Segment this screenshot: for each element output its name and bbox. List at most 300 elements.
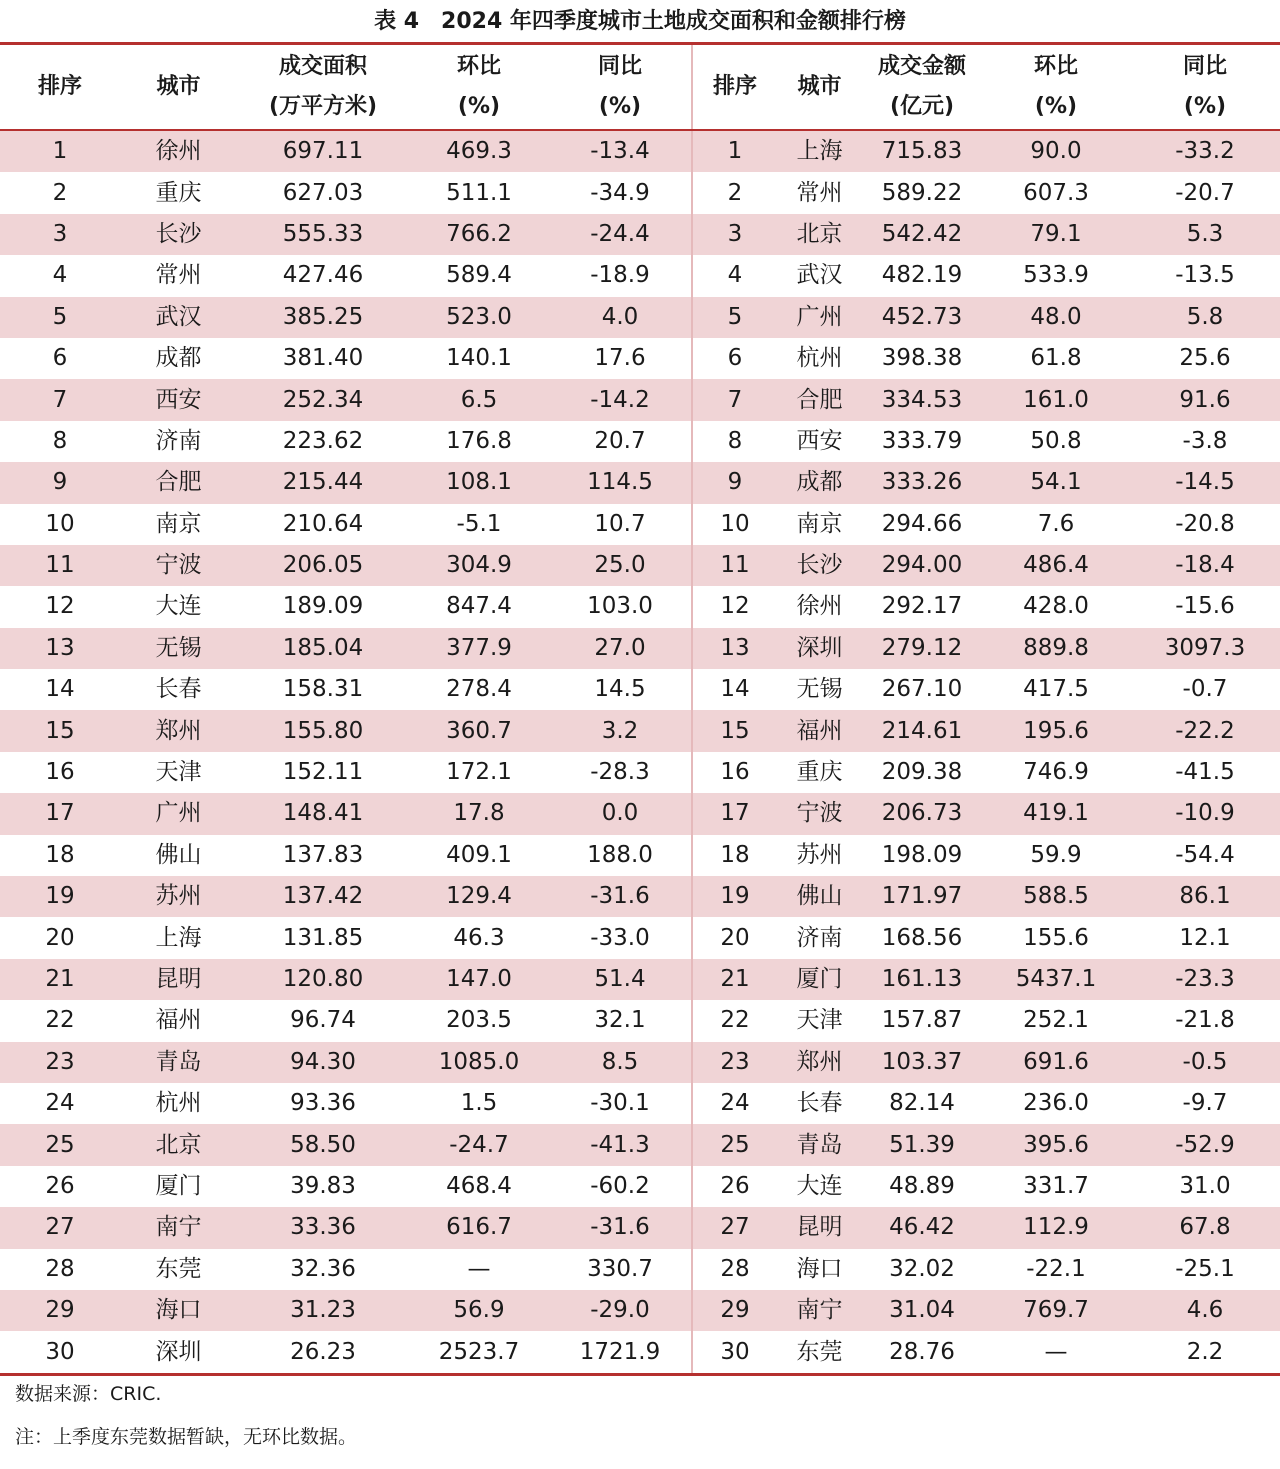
- area-cell: 131.85: [282, 924, 364, 951]
- amount-cell: 206.73: [862, 793, 982, 834]
- source-note: 数据来源：CRIC.: [15, 1383, 162, 1405]
- mom-cell: 331.7: [1023, 1172, 1089, 1199]
- area-cell: 215.44: [237, 462, 409, 503]
- amount-cell: 28.76: [862, 1331, 982, 1374]
- yoy-cell: 91.6: [1130, 379, 1280, 420]
- rank-cell: 29: [692, 1290, 777, 1331]
- yoy-cell: -25.1: [1175, 1255, 1235, 1282]
- city-cell: 徐州: [796, 593, 843, 620]
- area-cell: 223.62: [282, 427, 364, 454]
- city-cell: 深圳: [777, 628, 862, 669]
- mom-cell: 90.0: [982, 130, 1130, 172]
- amount-cell: 51.39: [862, 1124, 982, 1165]
- amount-cell: 32.02: [889, 1255, 955, 1282]
- area-cell: 185.04: [237, 628, 409, 669]
- city-cell: 福州: [155, 1007, 202, 1034]
- rank-cell: 18: [45, 841, 75, 868]
- yoy-cell: 188.0: [549, 835, 692, 876]
- mom-cell: 155.6: [1023, 924, 1089, 951]
- city-cell: 青岛: [777, 1124, 862, 1165]
- rank-cell: 16: [720, 759, 750, 786]
- header-mom-right-label: 环比: [1033, 54, 1078, 79]
- rank-cell: 5: [0, 297, 120, 338]
- rank-cell: 27: [692, 1207, 777, 1248]
- header-yoy-right: [1130, 45, 1280, 130]
- rank-cell: 28: [720, 1255, 750, 1282]
- city-cell: 东莞: [155, 1255, 202, 1282]
- city-cell: 上海: [777, 130, 862, 172]
- mom-cell: 2523.7: [409, 1331, 549, 1374]
- yoy-cell: -24.4: [549, 214, 692, 255]
- table-row: [0, 669, 1280, 710]
- table-title: 表 4 2024 年四季度城市土地成交面积和金额排行榜: [374, 9, 906, 34]
- rank-cell: 25: [692, 1124, 777, 1165]
- rank-cell: 23: [0, 1042, 120, 1083]
- city-cell: 南宁: [120, 1207, 237, 1248]
- table-row: [0, 1331, 1280, 1374]
- amount-cell: 542.42: [862, 214, 982, 255]
- city-cell: 厦门: [777, 959, 862, 1000]
- yoy-cell: -31.6: [549, 1207, 692, 1248]
- yoy-cell: 4.6: [1130, 1290, 1280, 1331]
- city-cell: 合肥: [777, 379, 862, 420]
- rank-cell: 20: [720, 924, 750, 951]
- mom-cell: 61.8: [1030, 345, 1082, 372]
- yoy-cell: 17.6: [549, 338, 692, 379]
- yoy-cell: -10.9: [1130, 793, 1280, 834]
- yoy-cell: 8.5: [549, 1042, 692, 1083]
- mom-cell: 588.5: [982, 876, 1130, 917]
- mom-cell: 469.3: [409, 130, 549, 172]
- area-cell: 381.40: [282, 345, 364, 372]
- mom-cell: 278.4: [446, 676, 512, 703]
- yoy-cell: -0.7: [1182, 676, 1228, 703]
- yoy-cell: -28.3: [549, 752, 692, 793]
- rank-cell: 19: [0, 876, 120, 917]
- header-mom-left: [409, 45, 549, 130]
- rank-cell: 6: [52, 345, 68, 372]
- table-row: [0, 876, 1280, 917]
- yoy-cell: 330.7: [549, 1249, 692, 1290]
- mom-cell: 589.4: [446, 262, 512, 289]
- area-cell: 148.41: [237, 793, 409, 834]
- rank-cell: 26: [720, 1172, 750, 1199]
- city-cell: 南京: [796, 510, 843, 537]
- city-cell: 海口: [796, 1255, 843, 1282]
- mom-cell: 176.8: [446, 427, 512, 454]
- city-cell: 青岛: [120, 1042, 237, 1083]
- table-row: [0, 545, 1280, 586]
- area-cell: 93.36: [290, 1090, 356, 1117]
- amount-cell: 157.87: [881, 1007, 963, 1034]
- yoy-cell: -60.2: [549, 1166, 692, 1207]
- table-row: [0, 628, 1280, 669]
- amount-cell: 452.73: [862, 297, 982, 338]
- city-cell: 常州: [796, 179, 843, 206]
- header-rank-left: 排序: [0, 45, 120, 130]
- table-row: [0, 130, 1280, 172]
- table-row: [0, 504, 1280, 545]
- mom-cell: 523.0: [409, 297, 549, 338]
- city-cell: 济南: [155, 427, 202, 454]
- city-cell: 南宁: [777, 1290, 862, 1331]
- area-cell: 137.42: [237, 876, 409, 917]
- yoy-cell: 32.1: [549, 1000, 692, 1041]
- city-cell: 西安: [796, 427, 843, 454]
- city-cell: 广州: [777, 297, 862, 338]
- amount-cell: 214.61: [862, 710, 982, 751]
- mom-cell: 304.9: [409, 545, 549, 586]
- city-cell: 福州: [777, 710, 862, 751]
- mom-cell: 79.1: [982, 214, 1130, 255]
- table-body: [0, 130, 1280, 1374]
- city-cell: 苏州: [796, 841, 843, 868]
- table-row: [0, 1249, 1280, 1290]
- mom-cell: 533.9: [1023, 262, 1089, 289]
- yoy-cell: -34.9: [549, 172, 692, 213]
- area-cell: 26.23: [237, 1331, 409, 1374]
- yoy-cell: 20.7: [549, 421, 692, 462]
- city-cell: 大连: [796, 1172, 843, 1199]
- header-area-label: 成交面积: [278, 54, 367, 79]
- yoy-cell: -0.5: [1130, 1042, 1280, 1083]
- city-cell: 长春: [155, 676, 202, 703]
- amount-cell: 46.42: [862, 1207, 982, 1248]
- rank-cell: 9: [692, 462, 777, 503]
- rank-cell: 10: [720, 510, 750, 537]
- yoy-cell: 12.1: [1179, 924, 1231, 951]
- yoy-cell: 10.7: [549, 504, 692, 545]
- area-cell: 189.09: [282, 593, 364, 620]
- area-cell: 206.05: [237, 545, 409, 586]
- rank-cell: 29: [0, 1290, 120, 1331]
- rank-cell: 15: [692, 710, 777, 751]
- rank-cell: 16: [45, 759, 75, 786]
- city-cell: 重庆: [155, 179, 202, 206]
- yoy-cell: -20.7: [1175, 179, 1235, 206]
- city-cell: 深圳: [120, 1331, 237, 1374]
- yoy-cell: 14.5: [549, 669, 692, 710]
- amount-cell: 209.38: [881, 759, 963, 786]
- mom-cell: 360.7: [409, 710, 549, 751]
- rank-cell: 17: [0, 793, 120, 834]
- rank-cell: 14: [720, 676, 750, 703]
- area-cell: 32.36: [290, 1255, 356, 1282]
- header-yoy-left: [549, 45, 692, 130]
- area-cell: 158.31: [282, 676, 364, 703]
- table-row: [0, 1207, 1280, 1248]
- amount-cell: 161.13: [862, 959, 982, 1000]
- table-row: [0, 379, 1280, 420]
- rank-cell: 12: [45, 593, 75, 620]
- mom-cell: 46.3: [453, 924, 505, 951]
- city-cell: 武汉: [120, 297, 237, 338]
- yoy-cell: -23.3: [1130, 959, 1280, 1000]
- city-cell: 武汉: [796, 262, 843, 289]
- yoy-cell: -41.3: [549, 1124, 692, 1165]
- mom-cell: 766.2: [409, 214, 549, 255]
- rank-cell: 3: [0, 214, 120, 255]
- yoy-cell: -9.7: [1182, 1090, 1228, 1117]
- amount-cell: 398.38: [881, 345, 963, 372]
- area-cell: 152.11: [282, 759, 364, 786]
- mom-cell: 236.0: [1023, 1090, 1089, 1117]
- yoy-cell: -21.8: [1175, 1007, 1235, 1034]
- header-area-unit: (万平方米): [268, 94, 378, 119]
- mom-cell: 6.5: [409, 379, 549, 420]
- yoy-cell: -3.8: [1182, 427, 1228, 454]
- table-row: [0, 214, 1280, 255]
- yoy-cell: -41.5: [1175, 759, 1235, 786]
- header-yoy-right-label: 同比: [1182, 54, 1227, 79]
- city-cell: 北京: [777, 214, 862, 255]
- mom-cell: 511.1: [446, 179, 512, 206]
- city-cell: 郑州: [777, 1042, 862, 1083]
- city-cell: 海口: [120, 1290, 237, 1331]
- rank-cell: 24: [720, 1090, 750, 1117]
- yoy-cell: -14.2: [549, 379, 692, 420]
- mom-cell: 108.1: [409, 462, 549, 503]
- amount-cell: 333.79: [881, 427, 963, 454]
- area-cell: 627.03: [282, 179, 364, 206]
- city-cell: 合肥: [120, 462, 237, 503]
- mom-cell: 417.5: [1023, 676, 1089, 703]
- city-cell: 昆明: [120, 959, 237, 1000]
- mom-cell: 409.1: [446, 841, 512, 868]
- city-cell: 苏州: [120, 876, 237, 917]
- mom-cell: 607.3: [1023, 179, 1089, 206]
- rank-cell: 4: [727, 262, 743, 289]
- city-cell: 重庆: [796, 759, 843, 786]
- mom-cell: 468.4: [446, 1172, 512, 1199]
- table-row: [0, 917, 1280, 958]
- city-cell: 天津: [796, 1007, 843, 1034]
- city-cell: 长沙: [777, 545, 862, 586]
- amount-cell: 48.89: [889, 1172, 955, 1199]
- area-cell: 31.23: [237, 1290, 409, 1331]
- rank-cell: 19: [692, 876, 777, 917]
- amount-cell: 482.19: [881, 262, 963, 289]
- mom-cell: 140.1: [446, 345, 512, 372]
- mom-cell: 691.6: [982, 1042, 1130, 1083]
- mom-cell: 5437.1: [982, 959, 1130, 1000]
- yoy-cell: 27.0: [549, 628, 692, 669]
- rank-cell: 12: [720, 593, 750, 620]
- header-yoy-left-unit: (%): [598, 94, 642, 119]
- area-cell: 210.64: [282, 510, 364, 537]
- yoy-cell: 2.2: [1130, 1331, 1280, 1374]
- rank-cell: 1: [0, 130, 120, 172]
- yoy-cell: 0.0: [549, 793, 692, 834]
- yoy-cell: -18.4: [1130, 545, 1280, 586]
- header-mom-right: [982, 45, 1130, 130]
- yoy-cell: 4.0: [549, 297, 692, 338]
- city-cell: 天津: [155, 759, 202, 786]
- amount-cell: 31.04: [862, 1290, 982, 1331]
- rank-cell: 18: [720, 841, 750, 868]
- mom-cell: 17.8: [409, 793, 549, 834]
- header-mom-left-label: 环比: [456, 54, 501, 79]
- header-yoy-right-unit: (%): [1183, 94, 1227, 119]
- area-cell: 137.83: [282, 841, 364, 868]
- area-cell: 33.36: [237, 1207, 409, 1248]
- yoy-cell: 25.6: [1179, 345, 1231, 372]
- rank-cell: 26: [45, 1172, 75, 1199]
- mom-cell: 203.5: [446, 1007, 512, 1034]
- amount-cell: 294.66: [881, 510, 963, 537]
- mom-cell: 616.7: [409, 1207, 549, 1248]
- area-cell: 252.34: [237, 379, 409, 420]
- area-cell: 58.50: [237, 1124, 409, 1165]
- amount-cell: 103.37: [862, 1042, 982, 1083]
- area-cell: 39.83: [290, 1172, 356, 1199]
- yoy-cell: -22.2: [1130, 710, 1280, 751]
- yoy-cell: -20.8: [1175, 510, 1235, 537]
- yoy-cell: 103.0: [549, 586, 692, 627]
- city-cell: 北京: [120, 1124, 237, 1165]
- amount-cell: 292.17: [881, 593, 963, 620]
- header-amount-label: 成交金额: [877, 54, 966, 79]
- amount-cell: 267.10: [881, 676, 963, 703]
- rank-cell: 14: [45, 676, 75, 703]
- city-cell: 宁波: [777, 793, 862, 834]
- header-city-left: 城市: [120, 45, 237, 130]
- rank-cell: 7: [692, 379, 777, 420]
- yoy-cell: -54.4: [1175, 841, 1235, 868]
- area-cell: 94.30: [237, 1042, 409, 1083]
- amount-cell: 279.12: [862, 628, 982, 669]
- header-mom-left-unit: (%): [457, 94, 501, 119]
- header-row: [0, 45, 1280, 130]
- rank-cell: 5: [692, 297, 777, 338]
- area-cell: 555.33: [237, 214, 409, 255]
- mom-cell: 129.4: [409, 876, 549, 917]
- area-cell: 120.80: [237, 959, 409, 1000]
- table-row: [0, 1124, 1280, 1165]
- area-cell: 155.80: [237, 710, 409, 751]
- yoy-cell: 5.8: [1130, 297, 1280, 338]
- header-amount-unit: (亿元): [889, 94, 955, 119]
- rank-cell: 3: [692, 214, 777, 255]
- mom-cell: 746.9: [1023, 759, 1089, 786]
- city-cell: 佛山: [155, 841, 202, 868]
- mom-cell: 50.8: [1030, 427, 1082, 454]
- yoy-cell: 3.2: [549, 710, 692, 751]
- table-row: [0, 1290, 1280, 1331]
- mom-cell: 112.9: [982, 1207, 1130, 1248]
- table-row: [0, 421, 1280, 462]
- amount-cell: 589.22: [881, 179, 963, 206]
- rank-cell: 2: [52, 179, 68, 206]
- mom-cell: 419.1: [982, 793, 1130, 834]
- city-cell: 佛山: [777, 876, 862, 917]
- rank-cell: 22: [45, 1007, 75, 1034]
- rank-cell: 10: [45, 510, 75, 537]
- city-cell: 徐州: [120, 130, 237, 172]
- mom-cell: 161.0: [982, 379, 1130, 420]
- yoy-cell: 114.5: [549, 462, 692, 503]
- amount-cell: 334.53: [862, 379, 982, 420]
- yoy-cell: 86.1: [1130, 876, 1280, 917]
- yoy-cell: 25.0: [549, 545, 692, 586]
- rank-cell: 6: [727, 345, 743, 372]
- table-row: [0, 1042, 1280, 1083]
- rank-cell: 15: [0, 710, 120, 751]
- table-row: [0, 1000, 1280, 1041]
- ranking-table: [0, 45, 1280, 1376]
- mom-cell: 48.0: [982, 297, 1130, 338]
- table-row: [0, 297, 1280, 338]
- rank-cell: 11: [0, 545, 120, 586]
- rank-cell: 30: [0, 1331, 120, 1374]
- city-cell: 西安: [120, 379, 237, 420]
- yoy-cell: -30.1: [549, 1083, 692, 1124]
- city-cell: 杭州: [155, 1090, 202, 1117]
- header-city-right: 城市: [777, 45, 862, 130]
- mom-cell: -24.7: [409, 1124, 549, 1165]
- rank-cell: 25: [0, 1124, 120, 1165]
- city-cell: 长沙: [120, 214, 237, 255]
- city-cell: 东莞: [777, 1331, 862, 1374]
- mom-cell: 1085.0: [409, 1042, 549, 1083]
- table-row: [0, 752, 1280, 793]
- table-row: [0, 255, 1280, 296]
- yoy-cell: -13.4: [549, 130, 692, 172]
- city-cell: 厦门: [155, 1172, 202, 1199]
- yoy-cell: -14.5: [1130, 462, 1280, 503]
- rank-cell: 11: [692, 545, 777, 586]
- amount-cell: 82.14: [889, 1090, 955, 1117]
- mom-cell: 1.5: [460, 1090, 498, 1117]
- mom-cell: 147.0: [409, 959, 549, 1000]
- city-cell: 长春: [796, 1090, 843, 1117]
- amount-cell: 198.09: [881, 841, 963, 868]
- table-row: [0, 1166, 1280, 1207]
- city-cell: 宁波: [120, 545, 237, 586]
- rank-cell: 4: [52, 262, 68, 289]
- area-cell: 697.11: [237, 130, 409, 172]
- city-cell: 成都: [155, 345, 202, 372]
- mom-cell: 486.4: [982, 545, 1130, 586]
- area-cell: 427.46: [282, 262, 364, 289]
- yoy-cell: 3097.3: [1130, 628, 1280, 669]
- rank-cell: 22: [720, 1007, 750, 1034]
- header-yoy-left-label: 同比: [597, 54, 642, 79]
- rank-cell: 1: [692, 130, 777, 172]
- amount-cell: 171.97: [862, 876, 982, 917]
- table-row: [0, 586, 1280, 627]
- mom-cell: 252.1: [1023, 1007, 1089, 1034]
- table-row: [0, 338, 1280, 379]
- rank-cell: 28: [45, 1255, 75, 1282]
- city-cell: 济南: [796, 924, 843, 951]
- table-row: [0, 959, 1280, 1000]
- mom-cell: -22.1: [1026, 1255, 1086, 1282]
- yoy-cell: 1721.9: [549, 1331, 692, 1374]
- rank-cell: 27: [0, 1207, 120, 1248]
- yoy-cell: 51.4: [549, 959, 692, 1000]
- amount-cell: 715.83: [862, 130, 982, 172]
- mom-cell: 59.9: [1030, 841, 1082, 868]
- header-rank-right: 排序: [692, 45, 777, 130]
- mom-cell: 195.6: [982, 710, 1130, 751]
- rank-cell: 24: [45, 1090, 75, 1117]
- mom-cell: 54.1: [982, 462, 1130, 503]
- rank-cell: 2: [727, 179, 743, 206]
- mom-cell: —: [467, 1255, 491, 1282]
- yoy-cell: -33.2: [1130, 130, 1280, 172]
- footnotes: [15, 1383, 1265, 1469]
